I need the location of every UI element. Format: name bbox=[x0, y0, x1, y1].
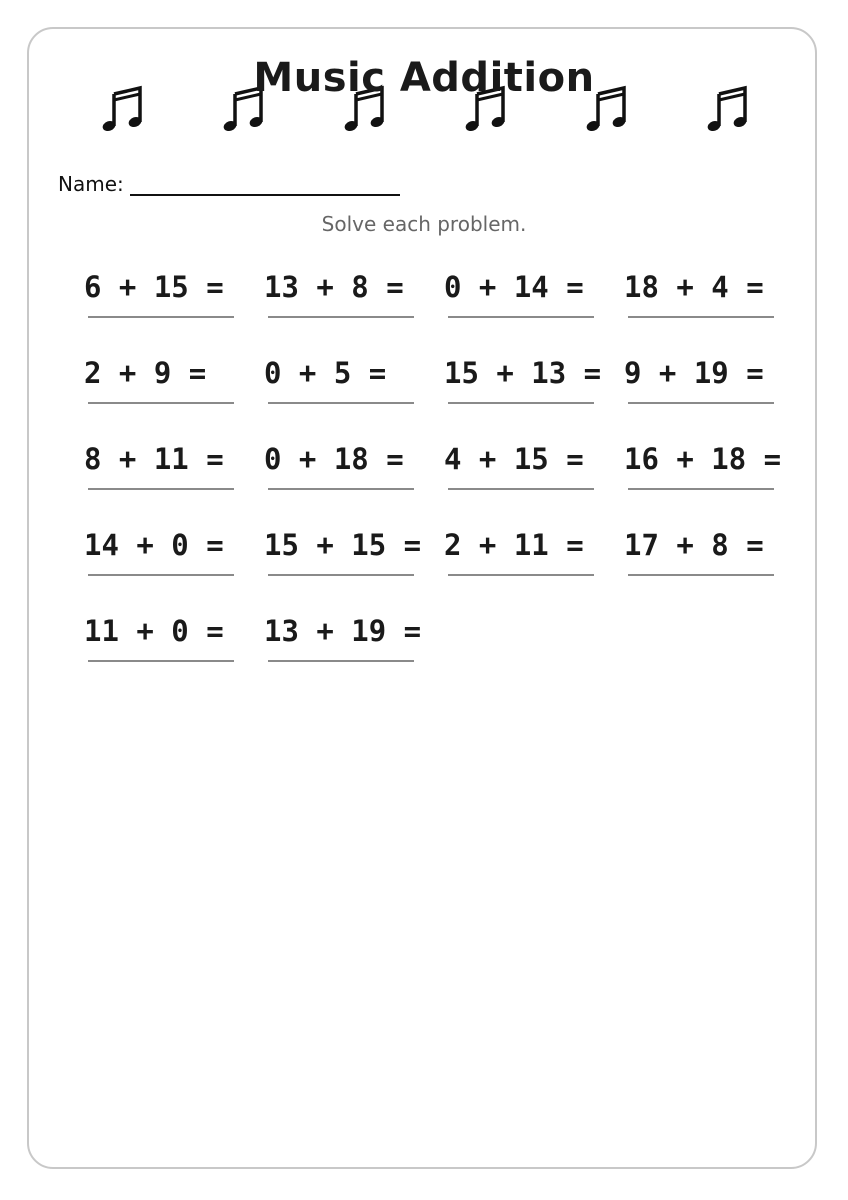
problem-item bbox=[84, 270, 274, 320]
problem-item bbox=[444, 442, 634, 492]
answer-line[interactable] bbox=[268, 660, 414, 662]
answer-line[interactable] bbox=[88, 488, 234, 490]
instructions: Solve each problem. bbox=[321, 212, 527, 236]
problem-expression: 18 + 4 = bbox=[624, 270, 764, 304]
problem-item bbox=[84, 528, 274, 578]
problem-expression: 16 + 18 = bbox=[624, 442, 782, 476]
worksheet-title: Music Addition bbox=[253, 55, 595, 101]
answer-line[interactable] bbox=[628, 488, 774, 490]
answer-line[interactable] bbox=[268, 316, 414, 318]
problem-expression: 15 + 15 = bbox=[264, 528, 422, 562]
problem-item bbox=[264, 614, 454, 664]
answer-line[interactable] bbox=[448, 488, 594, 490]
problem-item bbox=[264, 270, 454, 320]
problem-expression: 0 + 5 = bbox=[264, 356, 387, 390]
problem-expression: 14 + 0 = bbox=[84, 528, 224, 562]
problem-expression: 4 + 15 = bbox=[444, 442, 584, 476]
answer-line[interactable] bbox=[448, 316, 594, 318]
problem-item bbox=[444, 528, 634, 578]
problem-item bbox=[624, 528, 814, 578]
problem-item bbox=[444, 356, 634, 406]
problem-item bbox=[264, 356, 454, 406]
worksheet-border bbox=[27, 27, 817, 1169]
problem-item bbox=[264, 528, 454, 578]
problem-expression: 13 + 19 = bbox=[264, 614, 422, 648]
problem-expression: 13 + 8 = bbox=[264, 270, 404, 304]
answer-line[interactable] bbox=[88, 316, 234, 318]
problem-item bbox=[444, 270, 634, 320]
problem-item bbox=[624, 270, 814, 320]
answer-line[interactable] bbox=[448, 574, 594, 576]
answer-line[interactable] bbox=[268, 402, 414, 404]
problem-item bbox=[84, 356, 274, 406]
answer-line[interactable] bbox=[88, 574, 234, 576]
answer-line[interactable] bbox=[628, 316, 774, 318]
problem-expression: 11 + 0 = bbox=[84, 614, 224, 648]
answer-line[interactable] bbox=[88, 402, 234, 404]
answer-line[interactable] bbox=[88, 660, 234, 662]
answer-line[interactable] bbox=[268, 488, 414, 490]
problem-expression: 17 + 8 = bbox=[624, 528, 764, 562]
problem-expression: 8 + 11 = bbox=[84, 442, 224, 476]
answer-line[interactable] bbox=[628, 574, 774, 576]
problem-expression: 0 + 14 = bbox=[444, 270, 584, 304]
problem-expression: 9 + 19 = bbox=[624, 356, 764, 390]
answer-line[interactable] bbox=[268, 574, 414, 576]
problem-item bbox=[264, 442, 454, 492]
name-field[interactable] bbox=[58, 172, 400, 196]
name-label: Name: bbox=[58, 172, 124, 196]
problem-expression: 15 + 13 = bbox=[444, 356, 602, 390]
answer-line[interactable] bbox=[448, 402, 594, 404]
problem-expression: 6 + 15 = bbox=[84, 270, 224, 304]
problem-expression: 0 + 18 = bbox=[264, 442, 404, 476]
problem-item bbox=[84, 442, 274, 492]
problem-expression: 2 + 9 = bbox=[84, 356, 207, 390]
problem-item bbox=[624, 356, 814, 406]
problem-item bbox=[624, 442, 814, 492]
name-blank-line[interactable] bbox=[130, 172, 400, 196]
problem-item bbox=[84, 614, 274, 664]
answer-line[interactable] bbox=[628, 402, 774, 404]
problem-expression: 2 + 11 = bbox=[444, 528, 584, 562]
